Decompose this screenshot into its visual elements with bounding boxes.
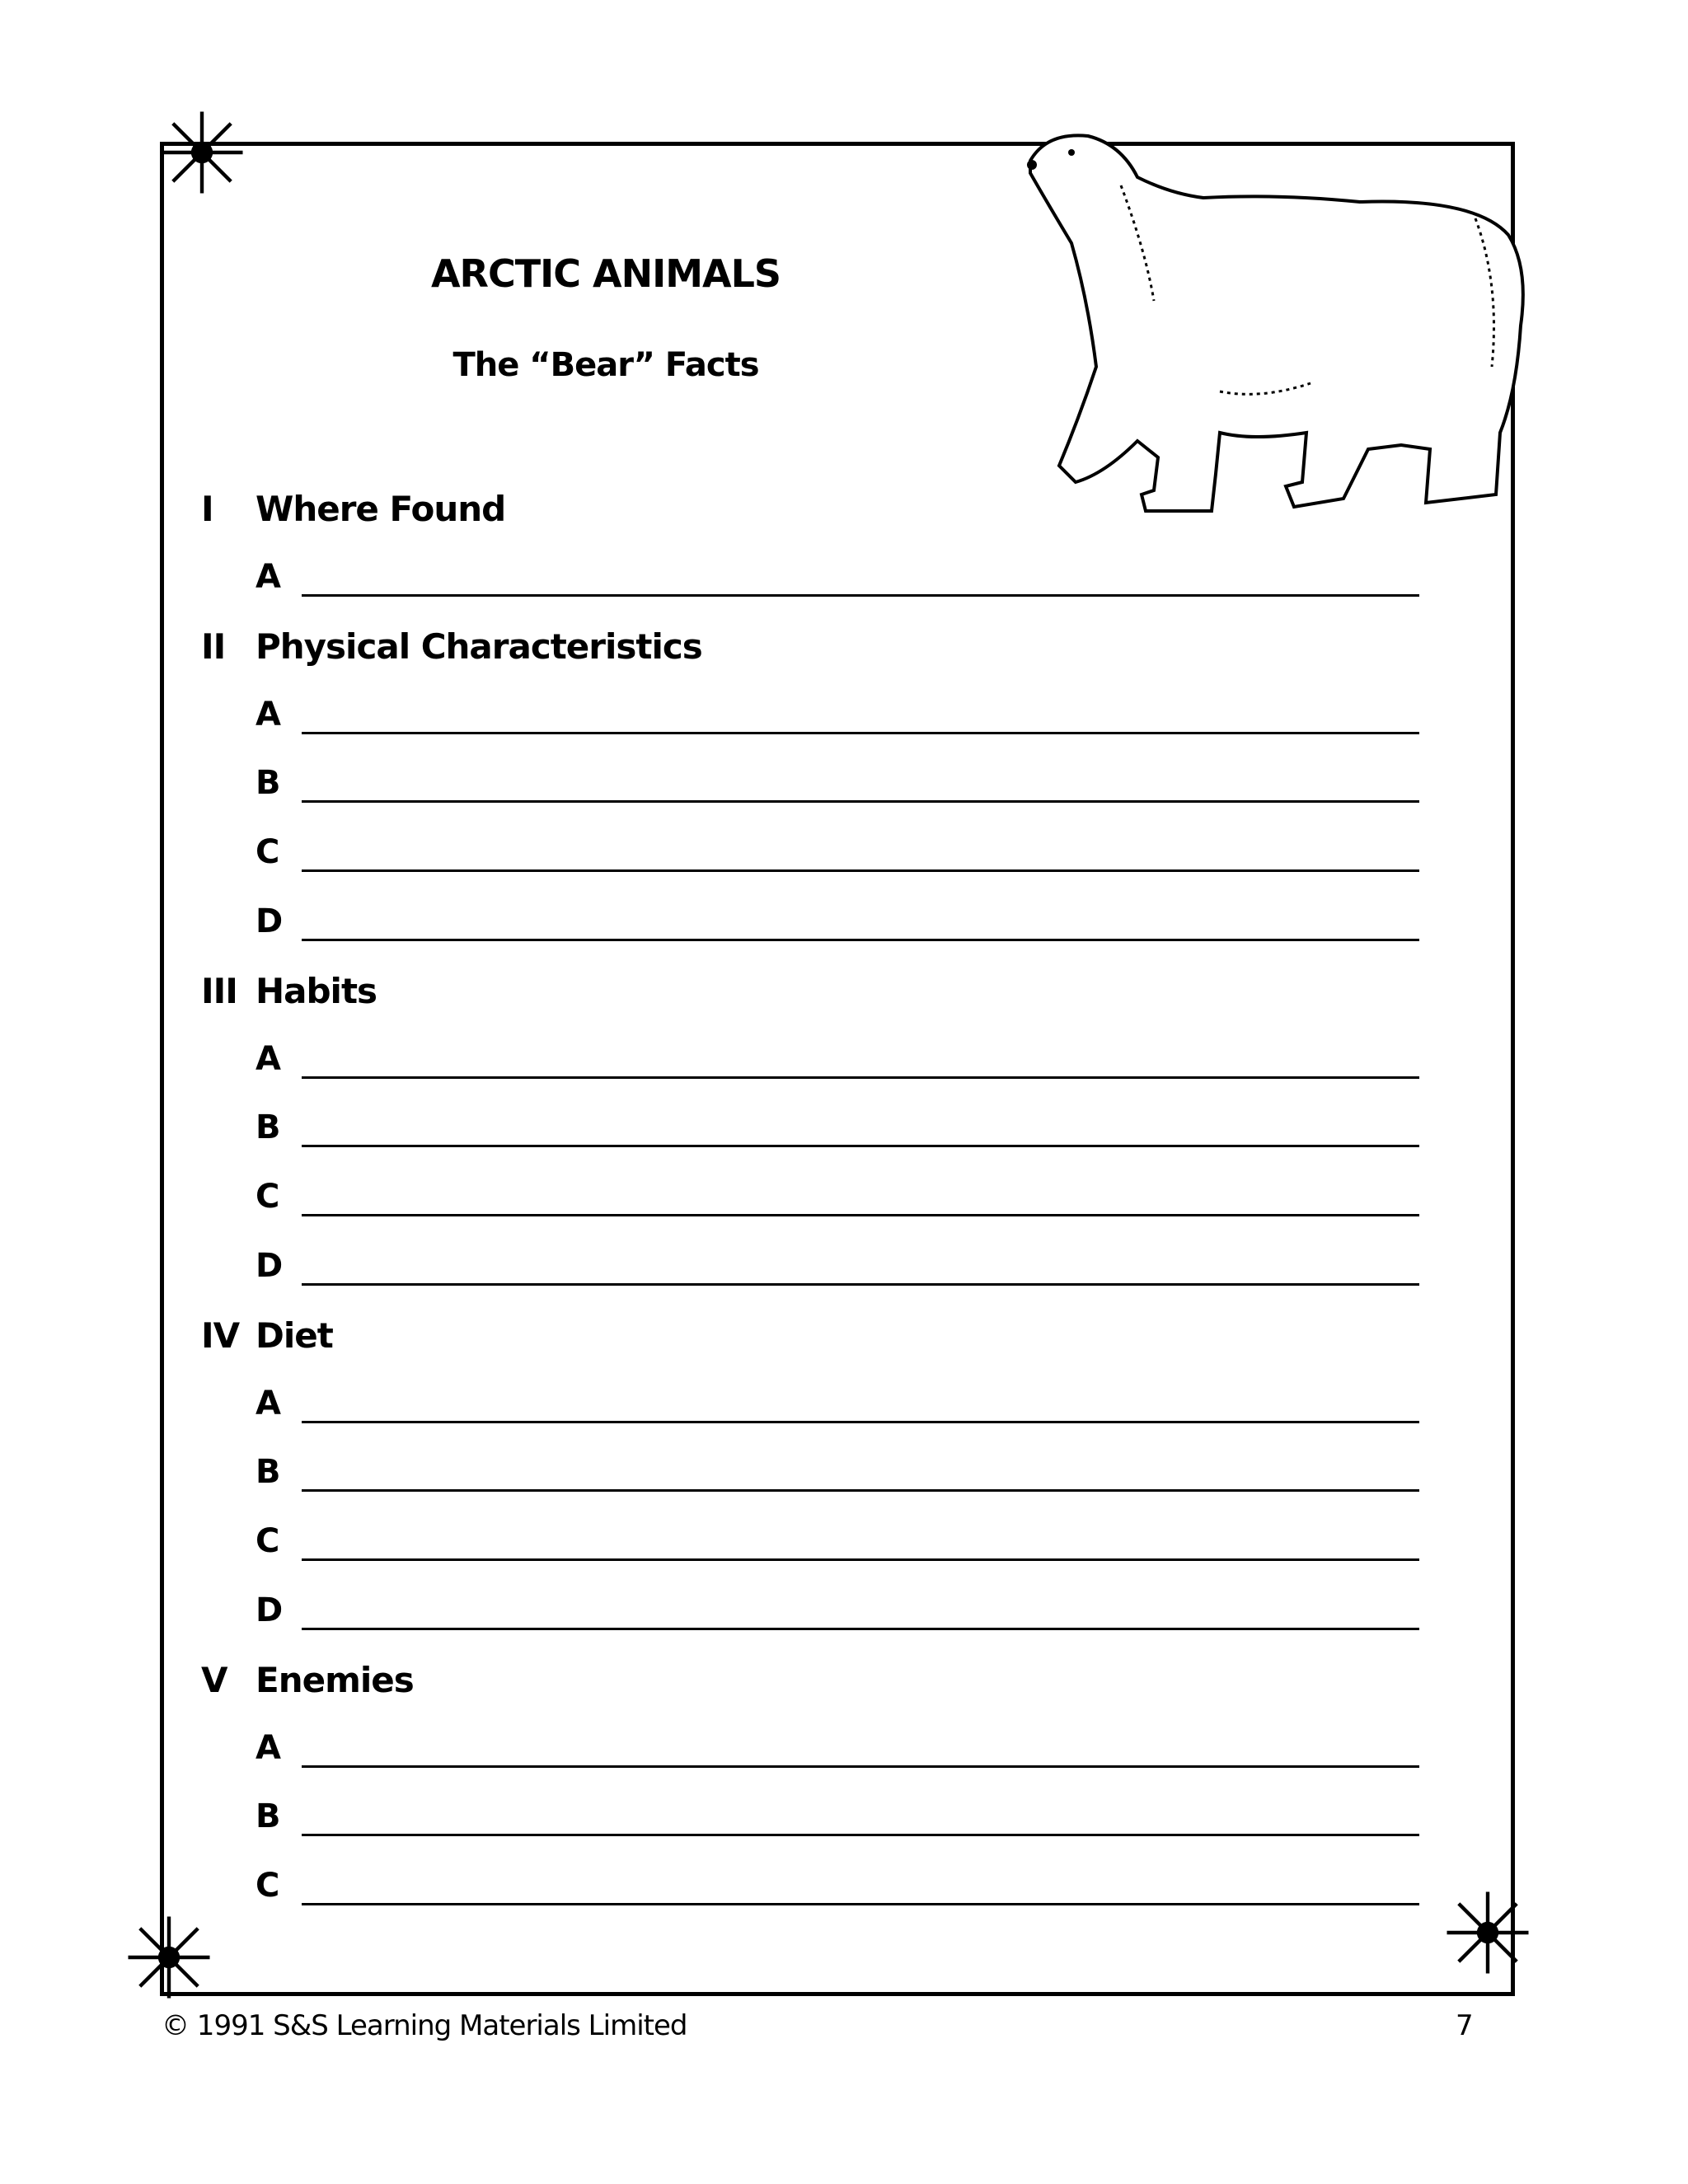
item-letter: B (256, 1797, 281, 1836)
section-heading-row (0, 626, 1688, 676)
section-heading: Physical Characteristics (256, 626, 702, 668)
answer-line[interactable] (302, 939, 1419, 941)
answer-row (0, 1797, 1688, 1847)
answer-row (0, 1453, 1688, 1502)
answer-row (0, 1108, 1688, 1158)
section-numeral: I (201, 489, 213, 529)
section-heading: Where Found (256, 489, 506, 529)
answer-row (0, 1522, 1688, 1572)
answer-row (0, 902, 1688, 952)
section-heading-row (0, 1660, 1688, 1709)
answer-row (0, 1867, 1688, 1916)
answer-line[interactable] (302, 869, 1419, 872)
section-heading: Habits (256, 971, 377, 1012)
answer-line[interactable] (302, 1283, 1419, 1286)
answer-line[interactable] (302, 1076, 1419, 1079)
answer-line[interactable] (302, 1765, 1419, 1768)
answer-row (0, 1729, 1688, 1779)
answer-line[interactable] (302, 800, 1419, 803)
item-letter: B (256, 764, 281, 803)
snowflake-icon (157, 107, 247, 198)
section-heading: Enemies (256, 1660, 414, 1701)
item-letter: D (256, 1591, 284, 1629)
section-heading: Diet (256, 1315, 333, 1357)
answer-row (0, 1385, 1688, 1434)
item-letter: C (256, 1867, 280, 1905)
page-title: ARCTIC ANIMALS (430, 251, 781, 296)
answer-row (0, 1040, 1688, 1090)
answer-line[interactable] (302, 732, 1419, 734)
item-letter: A (256, 1039, 281, 1078)
item-letter: D (256, 902, 284, 940)
item-letter: A (256, 1728, 281, 1767)
answer-line[interactable] (302, 594, 1419, 597)
answer-row (0, 1591, 1688, 1641)
answer-row (0, 764, 1688, 813)
item-letter: A (256, 695, 281, 733)
answer-row (0, 1178, 1688, 1227)
answer-row (0, 696, 1688, 745)
section-heading-row (0, 971, 1688, 1020)
answer-line[interactable] (302, 1421, 1419, 1423)
page-number: 7 (1456, 2009, 1473, 2042)
section-heading-row (0, 489, 1688, 538)
copyright-text: © 1991 S&S Learning Materials Limited (162, 2009, 687, 2042)
snowflake-icon (124, 1912, 214, 2003)
page-subtitle: The “Bear” Facts (452, 346, 759, 384)
polar-bear-illustration (1014, 120, 1541, 532)
answer-line[interactable] (302, 1214, 1419, 1216)
section-numeral: V (201, 1660, 227, 1701)
answer-row (0, 833, 1688, 883)
answer-row (0, 1247, 1688, 1296)
answer-line[interactable] (302, 1489, 1419, 1492)
item-letter: A (256, 557, 281, 596)
item-letter: B (256, 1453, 281, 1492)
item-letter: D (256, 1246, 284, 1285)
section-heading-row (0, 1315, 1688, 1365)
item-letter: A (256, 1384, 281, 1422)
section-numeral: IV (201, 1315, 240, 1357)
item-letter: C (256, 1178, 280, 1216)
section-numeral: III (201, 971, 237, 1012)
section-numeral: II (201, 626, 226, 668)
item-letter: C (256, 1522, 280, 1560)
item-letter: C (256, 833, 280, 871)
answer-line[interactable] (302, 1145, 1419, 1147)
answer-row (0, 558, 1688, 607)
answer-line[interactable] (302, 1834, 1419, 1836)
item-letter: B (256, 1108, 281, 1147)
answer-line[interactable] (302, 1628, 1419, 1630)
answer-line[interactable] (302, 1903, 1419, 1905)
answer-line[interactable] (302, 1558, 1419, 1561)
